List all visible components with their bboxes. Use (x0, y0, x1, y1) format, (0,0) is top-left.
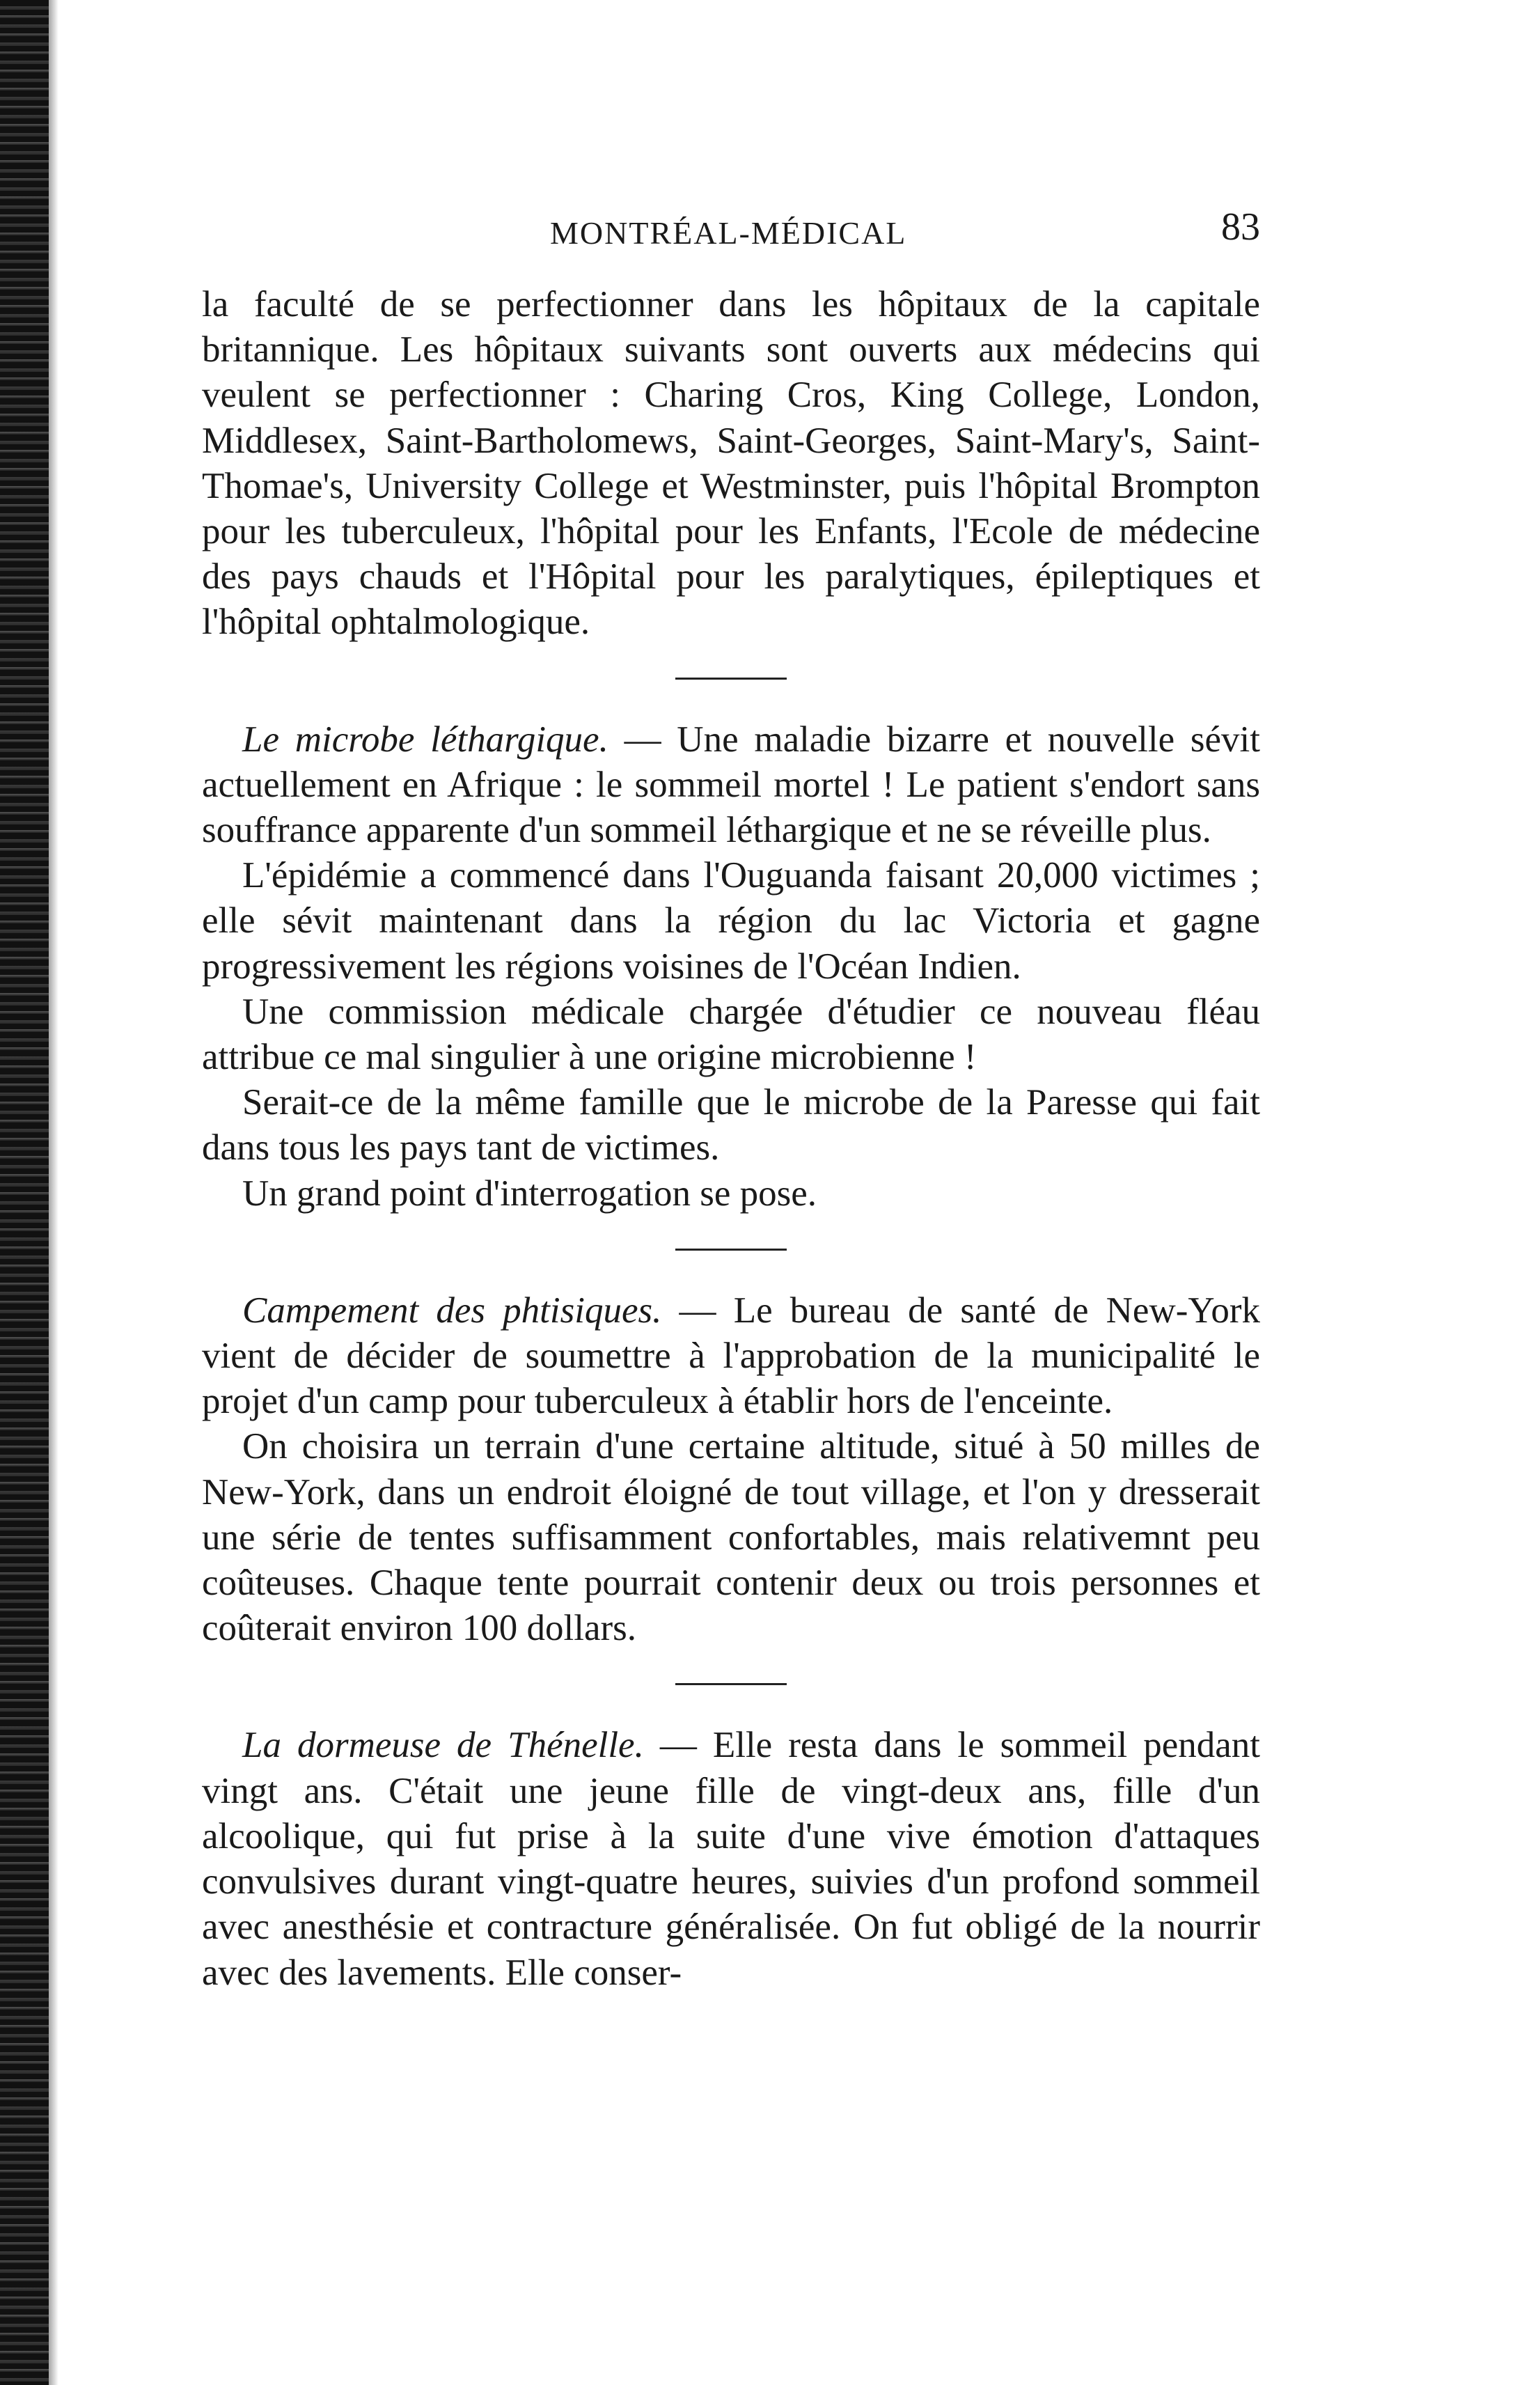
section-paragraph: On choisira un terrain d'une certaine altitude, situé à 50 milles de New-York, dans un endroit éloigné de tout village, et l'on y dresserait une série de tentes suffisamment confortables, mais relativemnt peu coûteuses. Chaque tente pourrait contenir deux ou trois personnes et coûterait environ 100 dollars. (202, 1426, 1260, 1649)
section-paragraph: Serait-ce de la même famille que le microbe de la Paresse qui fait dans tous les pays tant de victimes. (202, 1082, 1260, 1168)
section-divider (675, 678, 787, 680)
running-head: MONTRÉAL-MÉDICAL (550, 215, 907, 251)
section-lead-paragraph (202, 1723, 1260, 1995)
section-paragraph: Une commission médicale chargée d'étudier ce nouveau fléau attribue ce mal singulier à une origine microbienne ! (202, 991, 1260, 1078)
section-dormeuse-thenelle (202, 1723, 1260, 1995)
section-title: La dormeuse de Thénelle. (242, 1725, 644, 1766)
section-divider (675, 1249, 787, 1251)
page-header (202, 205, 1260, 260)
section-title: Le microbe léthargique. (242, 719, 608, 760)
section-campement-phtisiques (202, 1288, 1260, 1652)
section-lead-paragraph (202, 717, 1260, 854)
section-lead-text: — Une maladie bizarre et nouvelle sévit actuellement en Afrique : le sommeil mortel ! Le patient s'endort sans souffrance apparente d'un sommeil léthargique et ne se réveille plus. (202, 719, 1260, 851)
section-microbe-lethargique (202, 717, 1260, 1217)
section-lead-paragraph (202, 1288, 1260, 1425)
page-binding-edge (0, 0, 49, 2385)
section-paragraph: Un grand point d'interrogation se pose. (242, 1173, 817, 1214)
section-divider (675, 1683, 787, 1685)
section-lead-text: — Elle resta dans le sommeil pendant vingt ans. C'était une jeune fille de vingt-deux ans, fille d'un alcoolique, qui fut prise à la suite d'une vive émotion d'attaques convulsives durant vingt-quatre heures, suivies d'un profond sommeil avec anesthésie et contracture généralisée. On fut obligé de la nourrir avec des lavements. Elle conser- (202, 1725, 1260, 1993)
section-title: Campement des phtisiques. (242, 1290, 662, 1331)
section-lead-text: — Le bureau de santé de New-York vient de décider de soumettre à l'approbation de la municipalité le projet d'un camp pour tuberculeux à établir hors de l'enceinte. (202, 1290, 1260, 1422)
article-body (202, 282, 1260, 1996)
intro-paragraph: la faculté de se perfectionner dans les hôpitaux de la capitale britannique. Les hôpitaux suivants sont ouverts aux médecins qui veulent se perfectionner : Charing Cros, King College, London, Middlesex, Saint-Bartholomews, Saint-Georges, Saint-Mary's, Saint-Thomae's, University College et Westminster, puis l'hôpital Brompton pour les tuberculeux, l'hôpital pour les Enfants, l'Ecole de médecine des pays chauds et l'Hôpital pour les paralytiques, épileptiques et l'hôpital ophtalmologique. (202, 284, 1260, 643)
section-paragraph: L'épidémie a commencé dans l'Ouguanda faisant 20,000 victimes ; elle sévit maintenant dans la région du lac Victoria et gagne progressivement les régions voisines de l'Océan Indien. (202, 855, 1260, 987)
page-number: 83 (1221, 205, 1260, 249)
